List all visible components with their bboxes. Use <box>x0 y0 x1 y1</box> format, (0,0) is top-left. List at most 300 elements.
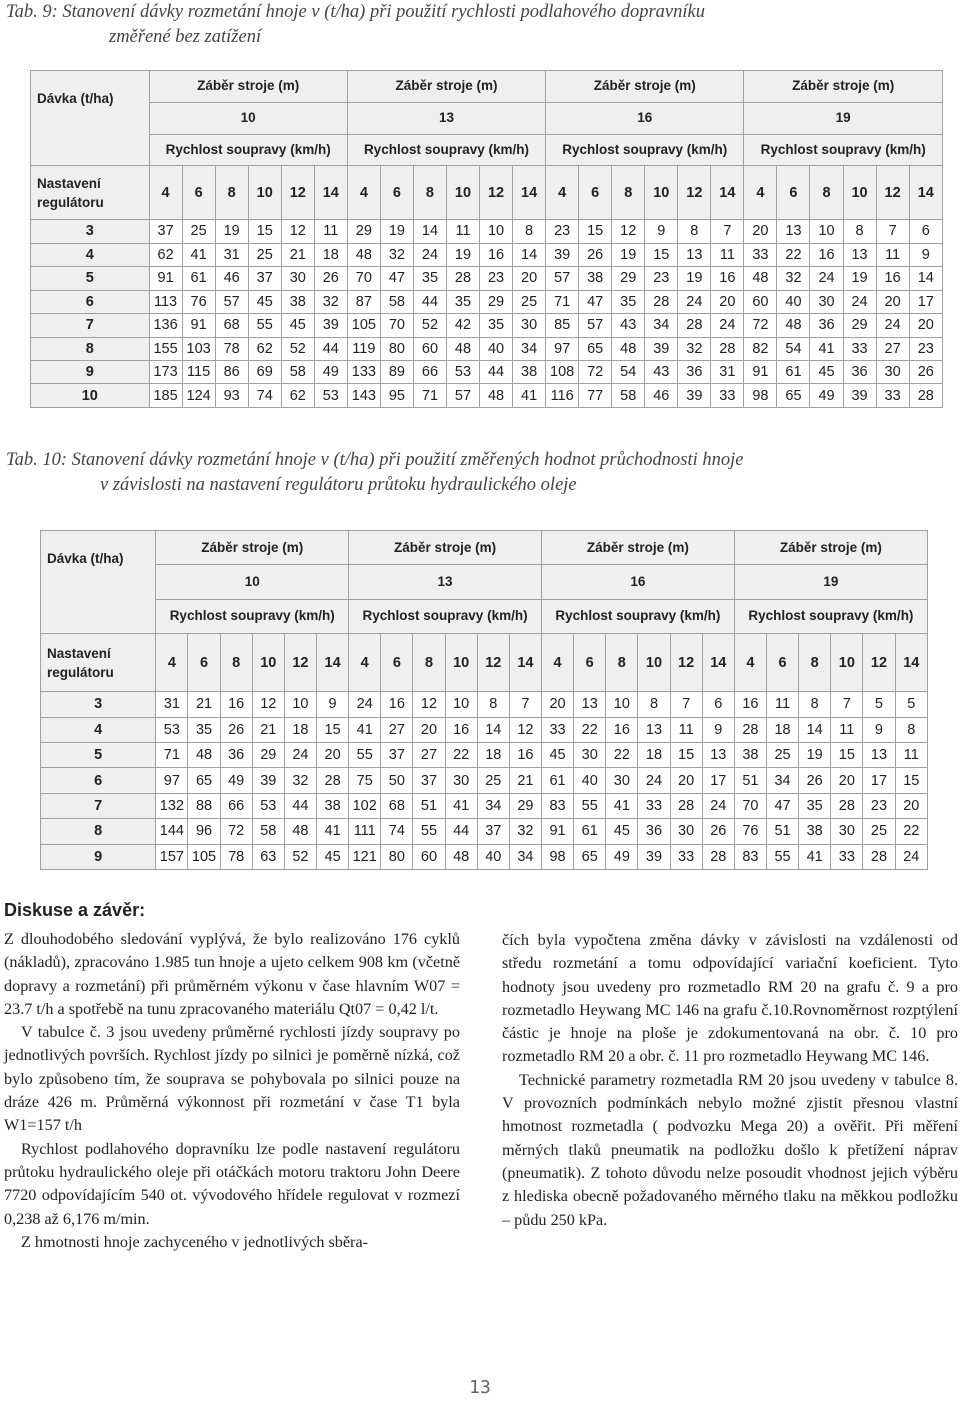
dose-cell: 51 <box>766 819 798 844</box>
dose-cell: 36 <box>220 743 252 768</box>
dose-cell: 15 <box>670 743 702 768</box>
regulator-setting: 3 <box>41 692 156 717</box>
dose-cell: 34 <box>766 768 798 793</box>
dose-cell: 103 <box>182 337 215 360</box>
dose-cell: 9 <box>909 243 942 266</box>
dose-cell: 33 <box>876 384 909 408</box>
dose-cell: 55 <box>413 819 445 844</box>
dose-cell: 14 <box>477 717 509 742</box>
regulator-setting: 7 <box>31 314 150 337</box>
dose-cell: 16 <box>509 743 541 768</box>
table-row <box>31 290 943 313</box>
dose-cell: 21 <box>509 768 541 793</box>
table-row <box>41 793 928 818</box>
dose-cell: 16 <box>381 692 413 717</box>
dose-cell: 48 <box>445 844 477 869</box>
dose-cell: 6 <box>909 220 942 243</box>
dose-cell: 28 <box>317 768 349 793</box>
dose-cell: 71 <box>156 743 188 768</box>
dose-cell: 53 <box>446 360 479 383</box>
dose-cell: 75 <box>349 768 381 793</box>
dose-cell: 20 <box>317 743 349 768</box>
dose-cell: 77 <box>579 384 612 408</box>
dose-cell: 28 <box>446 267 479 290</box>
dose-cell: 12 <box>612 220 645 243</box>
dose-cell: 83 <box>541 793 573 818</box>
dose-cell: 16 <box>734 692 766 717</box>
dose-cell: 9 <box>702 717 734 742</box>
width-header: Záběr stroje (m) <box>156 531 349 565</box>
paragraph: Rychlost podlahového dopravníku lze podle nastavení regulátoru průtoku hydraulického oleje při otáčkách motoru traktoru John Deere 7720 odpovídajícím 540 ot. vývodového hřídele regulovat v rozmezí 0,238 až 6,176 m/min. <box>4 1139 460 1228</box>
dose-cell: 28 <box>670 793 702 818</box>
speed-value: 4 <box>156 634 188 692</box>
speed-value: 10 <box>445 634 477 692</box>
dose-cell: 61 <box>182 267 215 290</box>
speed-value: 6 <box>188 634 220 692</box>
dose-cell: 58 <box>281 360 314 383</box>
table-row <box>31 243 943 266</box>
dose-cell: 15 <box>645 243 678 266</box>
dose-cell: 8 <box>678 220 711 243</box>
dose-cell: 68 <box>215 314 248 337</box>
dose-cell: 62 <box>248 337 281 360</box>
dose-cell: 49 <box>606 844 638 869</box>
dose-cell: 24 <box>678 290 711 313</box>
dose-cell: 87 <box>347 290 380 313</box>
dose-cell: 10 <box>284 692 316 717</box>
dose-cell: 28 <box>711 337 744 360</box>
dose-cell: 24 <box>843 290 876 313</box>
speed-value: 8 <box>612 166 645 220</box>
dose-cell: 58 <box>252 819 284 844</box>
dose-cell: 7 <box>509 692 541 717</box>
dose-cell: 20 <box>513 267 546 290</box>
speed-value: 14 <box>711 166 744 220</box>
dose-cell: 18 <box>766 717 798 742</box>
dose-cell: 8 <box>477 692 509 717</box>
speed-value: 12 <box>670 634 702 692</box>
dose-cell: 45 <box>541 743 573 768</box>
table-row <box>31 337 943 360</box>
dose-cell: 62 <box>281 384 314 408</box>
dose-cell: 61 <box>541 768 573 793</box>
dose-cell: 21 <box>188 692 220 717</box>
dose-cell: 23 <box>546 220 579 243</box>
dose-cell: 97 <box>156 768 188 793</box>
speed-value: 10 <box>446 166 479 220</box>
dose-cell: 38 <box>734 743 766 768</box>
table-row <box>41 743 928 768</box>
regulator-setting: 4 <box>41 717 156 742</box>
dose-cell: 17 <box>909 290 942 313</box>
regulator-setting: 8 <box>31 337 150 360</box>
dose-cell: 38 <box>513 360 546 383</box>
table9-caption-line1: Tab. 9: Stanovení dávky rozmetání hnoje v (t/ha) při použití rychlosti podlahového dopravníku <box>6 2 705 22</box>
speed-value: 10 <box>843 166 876 220</box>
dose-cell: 157 <box>156 844 188 869</box>
dose-cell: 14 <box>909 267 942 290</box>
dose-cell: 35 <box>413 267 446 290</box>
speed-value: 10 <box>645 166 678 220</box>
regulator-setting: 5 <box>41 743 156 768</box>
speed-value: 14 <box>702 634 734 692</box>
dose-cell: 35 <box>446 290 479 313</box>
dose-cell: 61 <box>777 360 810 383</box>
dose-cell: 65 <box>579 337 612 360</box>
dose-cell: 51 <box>734 768 766 793</box>
dose-cell: 15 <box>248 220 281 243</box>
dose-cell: 25 <box>766 743 798 768</box>
dose-cell: 72 <box>220 819 252 844</box>
dose-cell: 185 <box>149 384 182 408</box>
dose-cell: 13 <box>843 243 876 266</box>
speed-value: 10 <box>252 634 284 692</box>
dose-cell: 49 <box>314 360 347 383</box>
dose-cell: 29 <box>843 314 876 337</box>
dose-cell: 38 <box>281 290 314 313</box>
dose-cell: 18 <box>314 243 347 266</box>
dose-cell: 82 <box>744 337 777 360</box>
dose-cell: 28 <box>678 314 711 337</box>
dose-cell: 48 <box>284 819 316 844</box>
dose-cell: 19 <box>446 243 479 266</box>
data-table <box>40 530 928 870</box>
dose-cell: 119 <box>347 337 380 360</box>
dose-cell: 13 <box>678 243 711 266</box>
dose-cell: 19 <box>380 220 413 243</box>
dose-cell: 16 <box>876 267 909 290</box>
dose-cell: 6 <box>702 692 734 717</box>
dose-cell: 30 <box>445 768 477 793</box>
dose-cell: 13 <box>574 692 606 717</box>
dose-cell: 29 <box>252 743 284 768</box>
dose-cell: 11 <box>446 220 479 243</box>
speed-value: 14 <box>317 634 349 692</box>
dose-cell: 173 <box>149 360 182 383</box>
width-value: 10 <box>149 102 347 134</box>
dose-cell: 44 <box>480 360 513 383</box>
speed-header: Rychlost soupravy (km/h) <box>156 599 349 633</box>
speed-value: 4 <box>349 634 381 692</box>
speed-value: 12 <box>281 166 314 220</box>
dose-cell: 36 <box>843 360 876 383</box>
dose-cell: 48 <box>480 384 513 408</box>
width-header: Záběr stroje (m) <box>541 531 734 565</box>
speed-value: 4 <box>149 166 182 220</box>
dose-cell: 30 <box>606 768 638 793</box>
dose-cell: 54 <box>612 360 645 383</box>
dose-cell: 41 <box>445 793 477 818</box>
dose-cell: 66 <box>220 793 252 818</box>
dose-cell: 48 <box>777 314 810 337</box>
dose-cell: 24 <box>638 768 670 793</box>
dose-cell: 111 <box>349 819 381 844</box>
dose-cell: 38 <box>317 793 349 818</box>
dose-cell: 57 <box>215 290 248 313</box>
dose-cell: 11 <box>895 743 927 768</box>
speed-value: 4 <box>347 166 380 220</box>
width-value: 13 <box>347 102 545 134</box>
dose-cell: 53 <box>156 717 188 742</box>
dose-cell: 113 <box>149 290 182 313</box>
dose-cell: 11 <box>876 243 909 266</box>
dose-cell: 143 <box>347 384 380 408</box>
dose-cell: 116 <box>546 384 579 408</box>
speed-value: 6 <box>182 166 215 220</box>
dose-cell: 5 <box>863 692 895 717</box>
width-header: Záběr stroje (m) <box>347 71 545 103</box>
table-row <box>31 314 943 337</box>
width-header: Záběr stroje (m) <box>546 71 744 103</box>
speed-value: 14 <box>895 634 927 692</box>
dose-cell: 25 <box>513 290 546 313</box>
dose-cell: 11 <box>711 243 744 266</box>
dose-cell: 83 <box>734 844 766 869</box>
dose-cell: 49 <box>220 768 252 793</box>
dose-cell: 29 <box>509 793 541 818</box>
dose-cell: 22 <box>574 717 606 742</box>
dose-cell: 20 <box>711 290 744 313</box>
dose-cell: 41 <box>513 384 546 408</box>
dose-cell: 16 <box>480 243 513 266</box>
paragraph: Technické parametry rozmetadla RM 20 jsou uvedeny v tabulce 8. V provozních podmínkách nebylo možné zjistit přesnou vlastní hmotnost rozmetadla ( podvozku Mega 20) a ověřit. Při měření měrných tlaků pneumatik na podložku došlo k přetížení náprav (pneumatik). Z tohoto důvodu nelze posoudit vhodnost jejich výběru z hlediska obecně požadovaného měrného tlaku na měkkou podložku – půdu 250 kPa. <box>502 1070 958 1229</box>
dose-cell: 44 <box>284 793 316 818</box>
width-value: 16 <box>541 565 734 599</box>
dose-cell: 70 <box>380 314 413 337</box>
dose-cell: 15 <box>317 717 349 742</box>
table10 <box>40 530 928 870</box>
dose-cell: 17 <box>702 768 734 793</box>
dose-cell: 37 <box>149 220 182 243</box>
table9-caption-line2: změřené bez zatížení <box>109 27 262 47</box>
dose-cell: 24 <box>349 692 381 717</box>
dose-cell: 41 <box>799 844 831 869</box>
dose-cell: 124 <box>182 384 215 408</box>
dose-cell: 24 <box>895 844 927 869</box>
page-number: 13 <box>469 1377 491 1398</box>
dose-cell: 14 <box>799 717 831 742</box>
dose-cell: 35 <box>799 793 831 818</box>
dose-cell: 35 <box>188 717 220 742</box>
speed-value: 14 <box>314 166 347 220</box>
dose-cell: 24 <box>702 793 734 818</box>
dose-cell: 80 <box>381 844 413 869</box>
table-row <box>41 768 928 793</box>
dose-cell: 14 <box>513 243 546 266</box>
dose-cell: 28 <box>734 717 766 742</box>
dose-cell: 55 <box>248 314 281 337</box>
speed-value: 10 <box>831 634 863 692</box>
dose-cell: 19 <box>612 243 645 266</box>
dose-cell: 18 <box>477 743 509 768</box>
dose-cell: 12 <box>252 692 284 717</box>
dose-cell: 23 <box>645 267 678 290</box>
dose-cell: 13 <box>777 220 810 243</box>
dose-cell: 24 <box>284 743 316 768</box>
dose-cell: 98 <box>744 384 777 408</box>
table10-caption-line2: v závislosti na nastavení regulátoru průtoku hydraulického oleje <box>100 475 577 495</box>
table-row <box>31 220 943 243</box>
dose-cell: 7 <box>876 220 909 243</box>
dose-cell: 86 <box>215 360 248 383</box>
dose-cell: 63 <box>252 844 284 869</box>
dose-cell: 19 <box>215 220 248 243</box>
dose-cell: 18 <box>284 717 316 742</box>
width-header: Záběr stroje (m) <box>349 531 542 565</box>
dose-cell: 13 <box>702 743 734 768</box>
dose-cell: 74 <box>248 384 281 408</box>
dose-cell: 85 <box>546 314 579 337</box>
width-header: Záběr stroje (m) <box>734 531 927 565</box>
table10-caption <box>6 448 954 498</box>
width-value: 13 <box>349 565 542 599</box>
dose-cell: 30 <box>513 314 546 337</box>
regulator-setting: 5 <box>31 267 150 290</box>
dose-cell: 12 <box>413 692 445 717</box>
table-row <box>31 267 943 290</box>
dose-cell: 16 <box>810 243 843 266</box>
dose-cell: 65 <box>574 844 606 869</box>
dose-cell: 50 <box>381 768 413 793</box>
dose-cell: 89 <box>380 360 413 383</box>
dose-cell: 39 <box>638 844 670 869</box>
dose-cell: 39 <box>645 337 678 360</box>
dose-cell: 31 <box>156 692 188 717</box>
dose-cell: 32 <box>380 243 413 266</box>
dose-cell: 30 <box>574 743 606 768</box>
table-row <box>41 717 928 742</box>
regulator-header: Nastavení regulátoru <box>31 166 150 220</box>
dose-cell: 39 <box>546 243 579 266</box>
speed-value: 6 <box>579 166 612 220</box>
speed-value: 4 <box>744 166 777 220</box>
dose-cell: 36 <box>638 819 670 844</box>
dose-cell: 7 <box>670 692 702 717</box>
dose-cell: 33 <box>541 717 573 742</box>
speed-value: 14 <box>509 634 541 692</box>
speed-value: 8 <box>220 634 252 692</box>
speed-value: 8 <box>799 634 831 692</box>
speed-value: 8 <box>215 166 248 220</box>
dose-cell: 52 <box>413 314 446 337</box>
dose-cell: 55 <box>766 844 798 869</box>
dose-cell: 13 <box>638 717 670 742</box>
dose-cell: 10 <box>606 692 638 717</box>
dose-cell: 11 <box>831 717 863 742</box>
speed-value: 12 <box>876 166 909 220</box>
dose-cell: 34 <box>513 337 546 360</box>
dose-cell: 80 <box>380 337 413 360</box>
width-value: 19 <box>744 102 943 134</box>
regulator-setting: 9 <box>31 360 150 383</box>
speed-value: 4 <box>541 634 573 692</box>
dose-cell: 53 <box>252 793 284 818</box>
dose-cell: 28 <box>645 290 678 313</box>
dose-cell: 20 <box>909 314 942 337</box>
dose-cell: 21 <box>252 717 284 742</box>
speed-value: 8 <box>413 634 445 692</box>
dose-cell: 9 <box>863 717 895 742</box>
table-row <box>31 384 943 408</box>
dose-cell: 93 <box>215 384 248 408</box>
speed-value: 10 <box>638 634 670 692</box>
dose-cell: 11 <box>314 220 347 243</box>
dose-cell: 7 <box>711 220 744 243</box>
dose-cell: 36 <box>810 314 843 337</box>
dose-cell: 30 <box>810 290 843 313</box>
dose-cell: 72 <box>579 360 612 383</box>
speed-value: 14 <box>513 166 546 220</box>
dose-cell: 10 <box>810 220 843 243</box>
dose-cell: 14 <box>413 220 446 243</box>
dose-cell: 40 <box>480 337 513 360</box>
dose-cell: 12 <box>509 717 541 742</box>
dose-cell: 29 <box>480 290 513 313</box>
dose-cell: 115 <box>182 360 215 383</box>
speed-header: Rychlost soupravy (km/h) <box>734 599 927 633</box>
dose-cell: 60 <box>744 290 777 313</box>
dose-cell: 33 <box>831 844 863 869</box>
dose-cell: 48 <box>347 243 380 266</box>
dose-cell: 33 <box>744 243 777 266</box>
regulator-setting: 10 <box>31 384 150 408</box>
dose-cell: 19 <box>799 743 831 768</box>
dose-cell: 8 <box>638 692 670 717</box>
dose-cell: 78 <box>215 337 248 360</box>
dose-cell: 74 <box>381 819 413 844</box>
speed-value: 4 <box>734 634 766 692</box>
speed-value: 12 <box>480 166 513 220</box>
dose-cell: 32 <box>314 290 347 313</box>
dose-cell: 40 <box>574 768 606 793</box>
dose-cell: 27 <box>381 717 413 742</box>
dose-cell: 15 <box>579 220 612 243</box>
regulator-setting: 4 <box>31 243 150 266</box>
regulator-header: Nastavení regulátoru <box>41 634 156 692</box>
dose-cell: 11 <box>766 692 798 717</box>
regulator-setting: 8 <box>41 819 156 844</box>
speed-value: 8 <box>810 166 843 220</box>
dose-cell: 57 <box>546 267 579 290</box>
dose-cell: 24 <box>876 314 909 337</box>
dose-cell: 25 <box>182 220 215 243</box>
paragraph: čích byla vypočtena změna dávky v závislosti na vzdálenosti od středu rozmetání a tomu odpovídající variační koeficient. Tyto hodnoty jsou uvedeny pro rozmetadlo RM 20 na grafu č. 9 a pro rozmetadlo Heywang MC 146 na grafu č.10.Rovnoměrnost rozptýlení částic je hnoje na ploše je zdokumentovaná na obr. č. 10 pro rozmetadlo RM 20 a obr. č. 11 pro rozmetadlo Heywang MC 146. <box>502 931 958 1066</box>
dose-cell: 68 <box>381 793 413 818</box>
dose-cell: 41 <box>182 243 215 266</box>
dose-cell: 40 <box>477 844 509 869</box>
dose-cell: 91 <box>744 360 777 383</box>
dose-cell: 39 <box>252 768 284 793</box>
dose-cell: 25 <box>477 768 509 793</box>
dose-cell: 57 <box>579 314 612 337</box>
dose-cell: 53 <box>314 384 347 408</box>
dose-cell: 28 <box>702 844 734 869</box>
dose-cell: 29 <box>347 220 380 243</box>
dose-cell: 60 <box>413 337 446 360</box>
dose-cell: 91 <box>149 267 182 290</box>
speed-value: 6 <box>574 634 606 692</box>
dose-cell: 19 <box>843 267 876 290</box>
speed-value: 12 <box>863 634 895 692</box>
dose-cell: 28 <box>909 384 942 408</box>
dose-cell: 51 <box>413 793 445 818</box>
dose-cell: 72 <box>744 314 777 337</box>
dose-cell: 121 <box>349 844 381 869</box>
dose-cell: 17 <box>863 768 895 793</box>
speed-header: Rychlost soupravy (km/h) <box>744 134 943 166</box>
speed-value: 6 <box>777 166 810 220</box>
dose-cell: 76 <box>182 290 215 313</box>
